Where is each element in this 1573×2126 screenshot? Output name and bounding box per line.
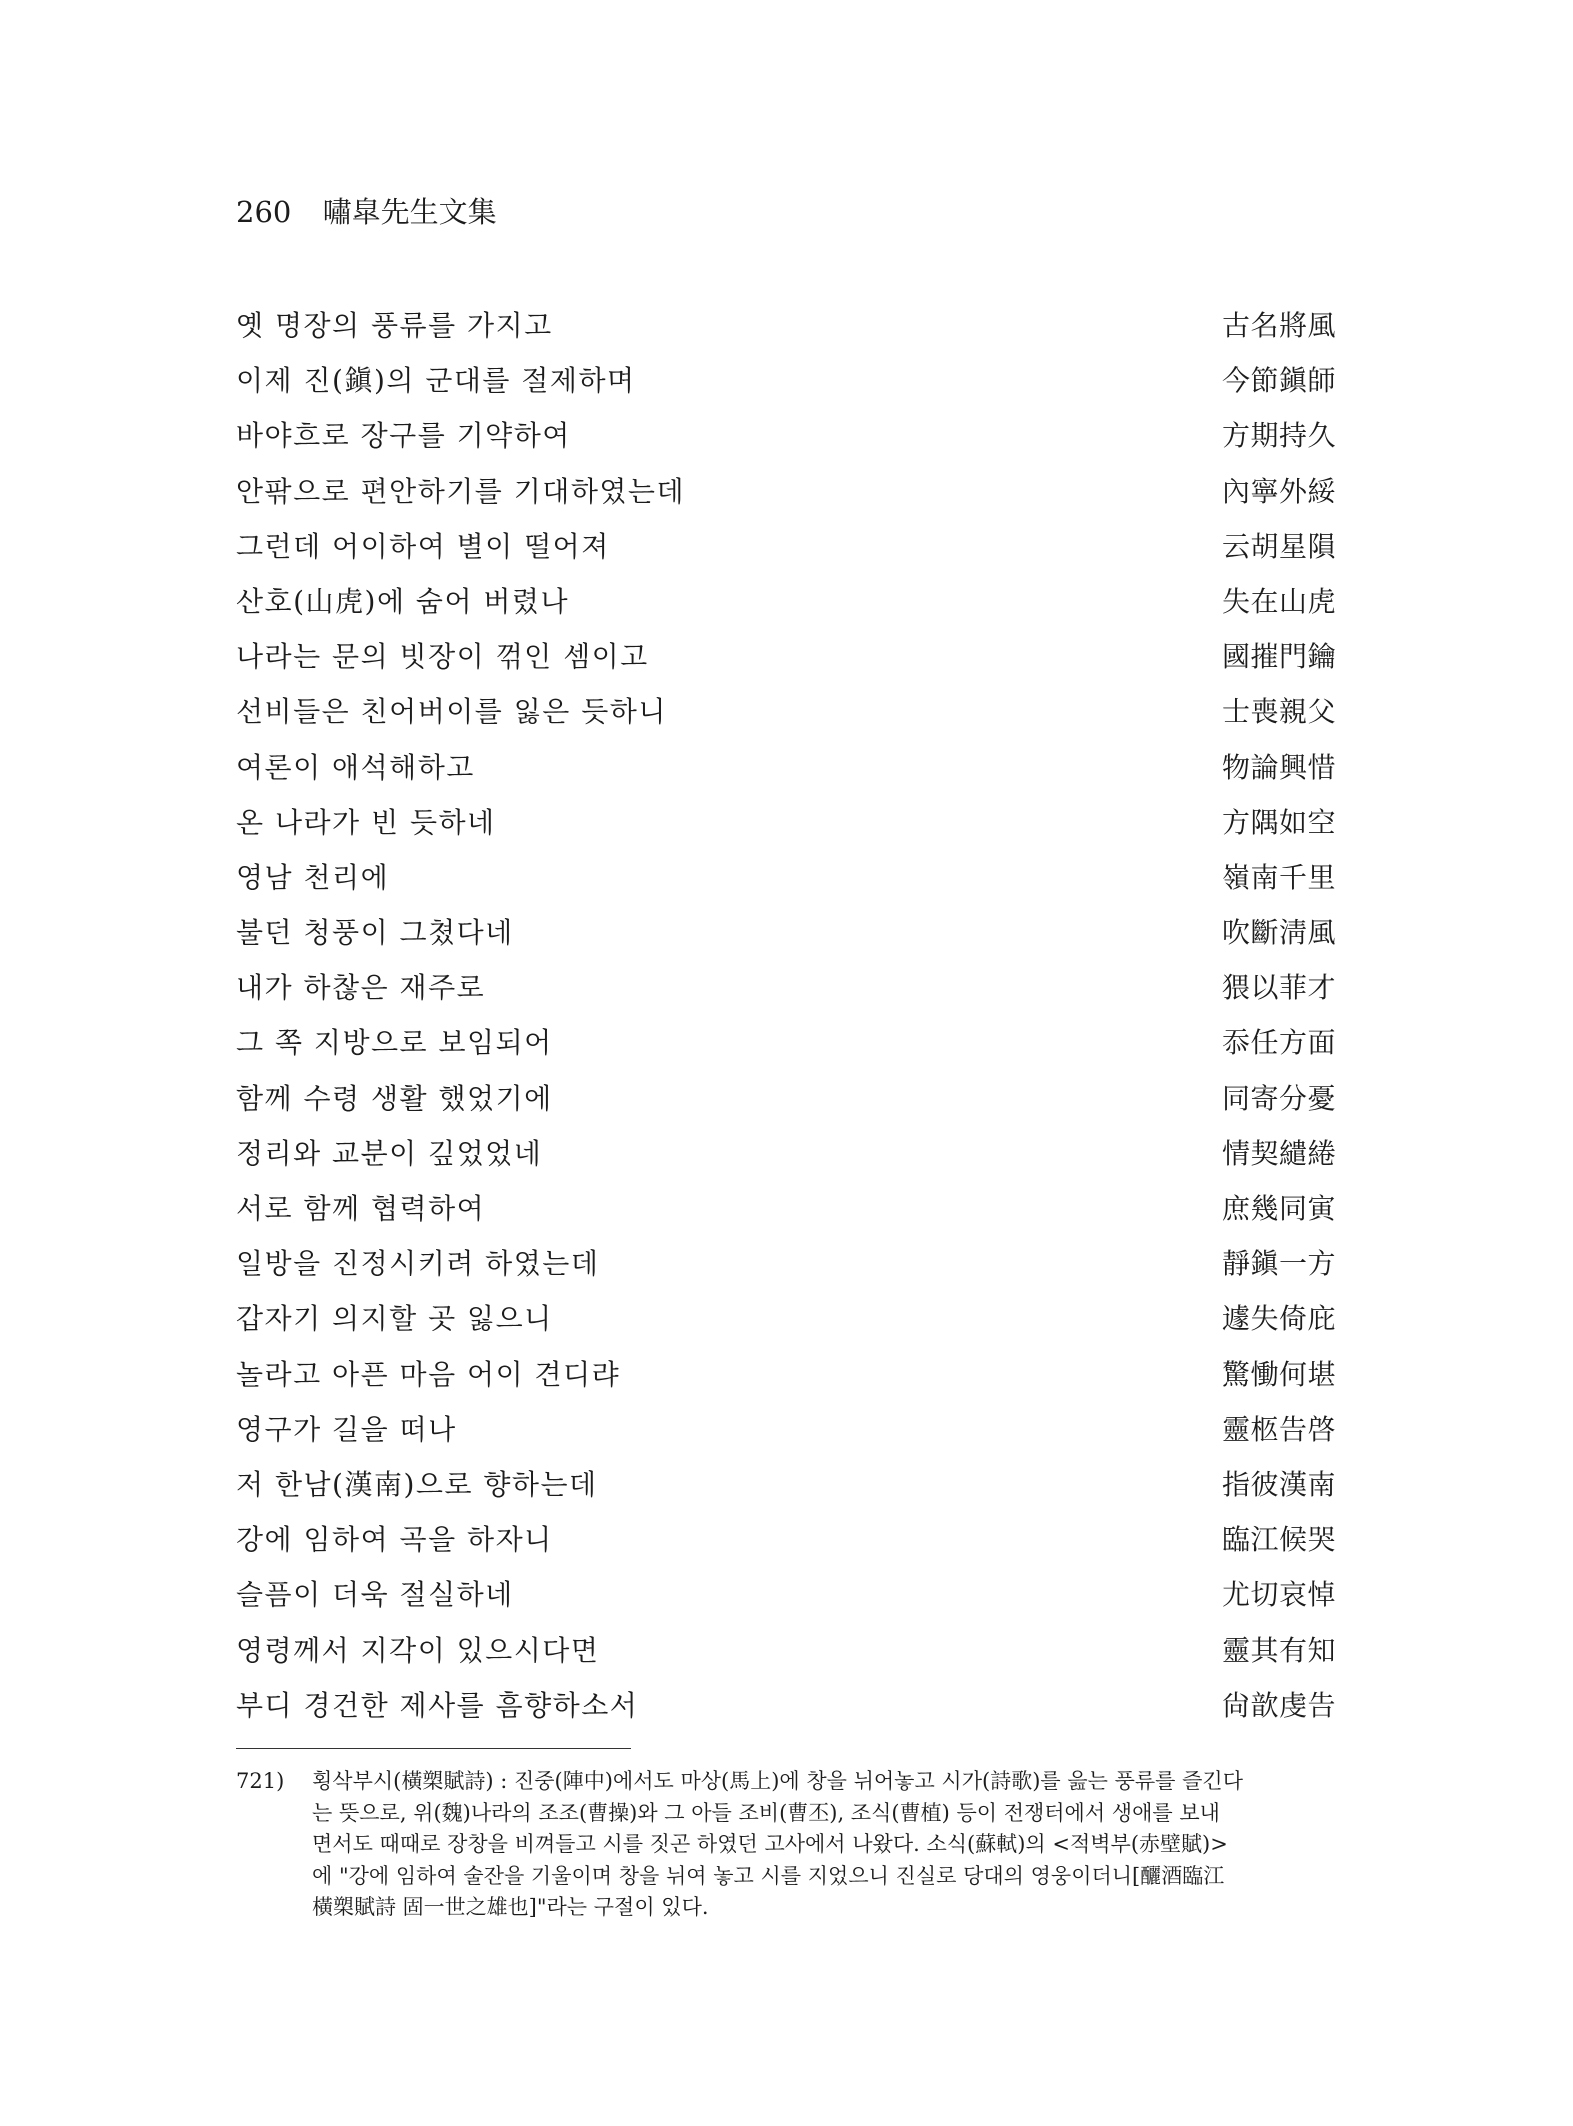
footnote-divider (236, 1748, 631, 1749)
korean-translation: 정리와 교분이 깊었었네 (236, 1136, 543, 1170)
verse-line (236, 1465, 1336, 1520)
hanja-original: 內寧外綏 (1221, 474, 1336, 508)
verse-line (236, 913, 1336, 968)
korean-translation: 그 쪽 지방으로 보임되어 (236, 1026, 553, 1060)
footnote-number: 721) (236, 1769, 285, 1793)
hanja-original: 嶺南千里 (1221, 860, 1336, 894)
verse-line (236, 803, 1336, 858)
verse-line (236, 1244, 1336, 1299)
verse-body (236, 306, 1336, 1741)
verse-line (236, 1410, 1336, 1465)
footnote-line: 면서도 때때로 장창을 비껴들고 시를 짓곤 하였던 고사에서 나왔다. 소식(蘇軾)의 <적벽부(赤壁賦)> (312, 1832, 1228, 1856)
hanja-original: 方隅如空 (1221, 805, 1336, 839)
verse-line (236, 1355, 1336, 1410)
korean-translation: 갑자기 의지할 곳 잃으니 (236, 1302, 553, 1336)
book-title: 嘯皐先生文集 (322, 195, 497, 229)
hanja-original: 物論興惜 (1221, 750, 1336, 784)
hanja-original: 士喪親父 (1221, 695, 1336, 729)
korean-translation: 서로 함께 협력하여 (236, 1192, 486, 1225)
hanja-original: 方期持久 (1221, 419, 1336, 453)
hanja-original: 尙歆虔告 (1221, 1688, 1336, 1722)
korean-translation: 부디 경건한 제사를 흠향하소서 (236, 1688, 639, 1722)
verse-line (236, 1134, 1336, 1189)
hanja-original: 驚慟何堪 (1221, 1357, 1336, 1391)
korean-translation: 나라는 문의 빗장이 꺾인 셈이고 (236, 640, 649, 674)
hanja-original: 猥以菲才 (1221, 971, 1336, 1005)
korean-translation: 여론이 애석해하고 (236, 750, 475, 784)
hanja-original: 云胡星隕 (1221, 529, 1336, 563)
korean-translation: 저 한남(漢南)으로 향하는데 (236, 1467, 598, 1501)
verse-line (236, 1079, 1336, 1134)
hanja-original: 失在山虎 (1221, 584, 1336, 618)
hanja-original: 靈其有知 (1221, 1633, 1336, 1667)
footnote-line: 횡삭부시(橫槊賦詩) : 진중(陣中)에서도 마상(馬上)에 창을 뉘어놓고 시가(詩歌)를 읊는 풍류를 즐긴다 (312, 1769, 1243, 1793)
hanja-original: 吹斷淸風 (1221, 916, 1336, 950)
page-number: 260 (236, 195, 292, 229)
verse-line (236, 306, 1336, 361)
korean-translation: 옛 명장의 풍류를 가지고 (236, 309, 553, 342)
korean-translation: 산호(山虎)에 숨어 버렸나 (236, 584, 570, 618)
korean-translation: 영구가 길을 떠나 (236, 1412, 457, 1446)
verse-line (236, 1520, 1336, 1575)
verse-line (236, 692, 1336, 747)
korean-translation: 선비들은 친어버이를 잃은 듯하니 (236, 695, 667, 729)
hanja-original: 同寄分憂 (1221, 1081, 1336, 1115)
hanja-original: 臨江候哭 (1221, 1523, 1336, 1557)
hanja-original: 庶幾同寅 (1221, 1192, 1336, 1225)
verse-line (236, 968, 1336, 1023)
korean-translation: 그런데 어이하여 별이 떨어져 (236, 529, 610, 563)
korean-translation: 놀라고 아픈 마음 어이 견디랴 (236, 1357, 621, 1391)
verse-line (236, 1575, 1336, 1630)
hanja-original: 今節鎭師 (1221, 364, 1336, 398)
verse-line (236, 748, 1336, 803)
korean-translation: 일방을 진정시키려 하였는데 (236, 1247, 600, 1281)
hanja-original: 古名將風 (1221, 309, 1336, 342)
hanja-original: 靈柩告啓 (1221, 1412, 1336, 1446)
korean-translation: 내가 하찮은 재주로 (236, 971, 486, 1005)
hanja-original: 忝任方面 (1221, 1026, 1336, 1060)
hanja-original: 情契繾綣 (1221, 1136, 1336, 1170)
hanja-original: 尤切哀悼 (1221, 1578, 1336, 1612)
korean-translation: 불던 청풍이 그쳤다네 (236, 916, 514, 950)
footnote-line: 는 뜻으로, 위(魏)나라의 조조(曹操)와 그 아들 조비(曹丕), 조식(曹植) 등이 전쟁터에서 생애를 보내 (312, 1800, 1220, 1825)
verse-line (236, 637, 1336, 692)
hanja-original: 靜鎭一方 (1221, 1247, 1336, 1281)
verse-line (236, 1189, 1336, 1244)
footnote-line: 에 "강에 임하여 술잔을 기울이며 창을 뉘여 놓고 시를 지었으니 진실로 당대의 영웅이더니[釃酒臨江 (312, 1863, 1225, 1888)
verse-line (236, 1686, 1336, 1741)
footnote-line: 橫槊賦詩 固一世之雄也]"라는 구절이 있다. (312, 1895, 709, 1919)
verse-line (236, 361, 1336, 416)
korean-translation: 강에 임하여 곡을 하자니 (236, 1523, 553, 1557)
verse-line (236, 1299, 1336, 1354)
korean-translation: 함께 수령 생활 했었기에 (236, 1081, 553, 1115)
hanja-original: 國摧門鑰 (1221, 640, 1336, 674)
verse-line (236, 1631, 1336, 1686)
running-head (236, 192, 497, 232)
verse-line (236, 472, 1336, 527)
hanja-original: 指彼漢南 (1221, 1467, 1336, 1501)
verse-line (236, 858, 1336, 913)
korean-translation: 이제 진(鎭)의 군대를 절제하며 (236, 364, 636, 398)
korean-translation: 영남 천리에 (236, 860, 390, 894)
verse-line (236, 527, 1336, 582)
verse-line (236, 582, 1336, 637)
footnote-text (312, 1766, 1344, 1924)
hanja-original: 遽失倚庇 (1221, 1302, 1336, 1336)
verse-line (236, 1023, 1336, 1078)
korean-translation: 온 나라가 빈 듯하네 (236, 805, 496, 839)
korean-translation: 안팎으로 편안하기를 기대하였는데 (236, 474, 686, 508)
korean-translation: 바야흐로 장구를 기약하여 (236, 419, 571, 453)
korean-translation: 슬픔이 더욱 절실하네 (236, 1578, 514, 1612)
korean-translation: 영령께서 지각이 있으시다면 (236, 1633, 600, 1667)
verse-line (236, 416, 1336, 471)
